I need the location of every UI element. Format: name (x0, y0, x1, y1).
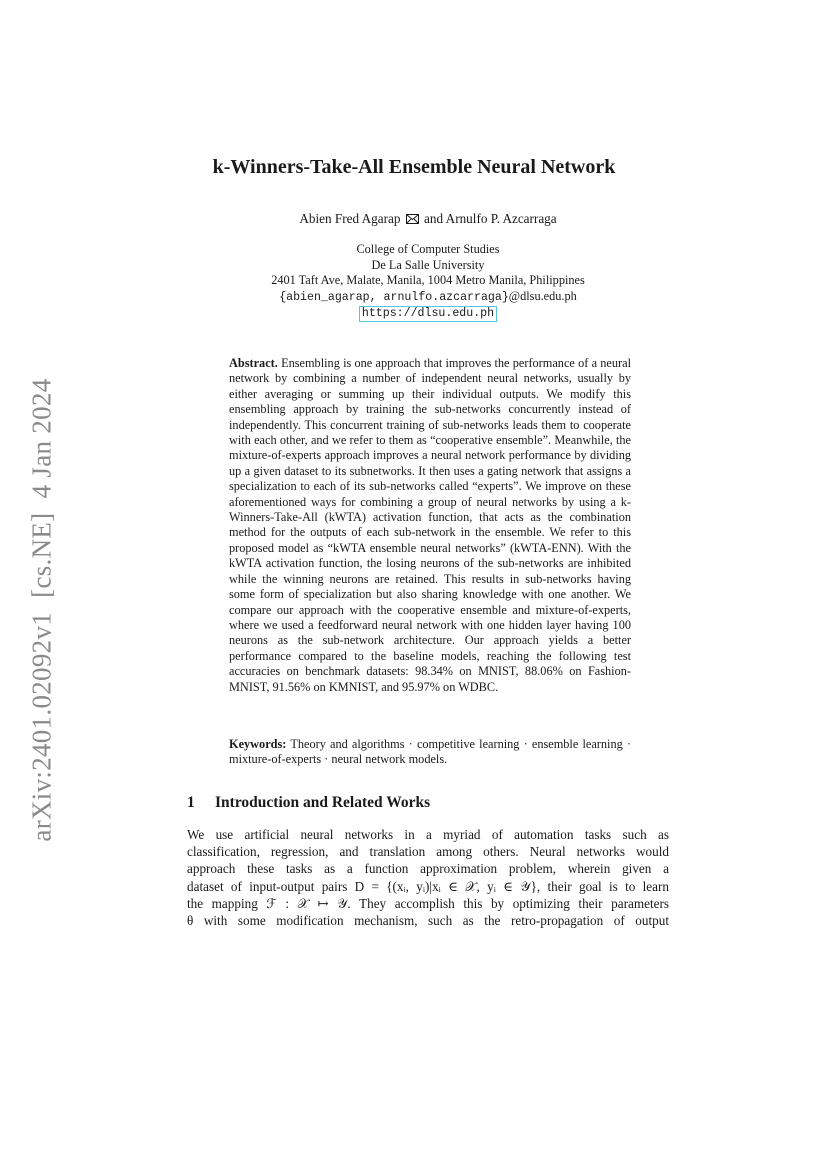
keywords-text: Theory and algorithms · competitive learning · ensemble learning · mixture-of-experts · neural network models. (229, 737, 631, 767)
arxiv-stamp (22, 380, 62, 840)
affiliation-block (0, 242, 828, 322)
email-users: {abien_agarap, arnulfo.azcarraga} (279, 290, 509, 304)
arxiv-identifier: arXiv:2401.02092v1 [cs.NE] 4 Jan 2024 (26, 378, 57, 842)
intro-line: the mapping ℱ : 𝒳 ↦ 𝒴. They accomplish this by optimizing their parameters (187, 895, 669, 911)
intro-line: We use artificial neural networks in a myriad of automation tasks such as (187, 827, 669, 842)
email-domain: @dlsu.edu.ph (508, 288, 577, 303)
envelope-icon (406, 214, 419, 224)
keywords-label: Keywords: (229, 737, 287, 751)
section-number: 1 (187, 794, 195, 811)
intro-line: approach these tasks as a function approximation problem, wherein given a (187, 861, 669, 877)
intro-line: θ with some modification mechanism, such as the retro-propagation of output (187, 913, 669, 929)
intro-line: dataset of input-output pairs D = {(xᵢ, yᵢ)|xᵢ ∈ 𝒳, yᵢ ∈ 𝒴}, their goal is to learn (187, 878, 669, 894)
affiliation-url-row (0, 305, 828, 322)
abstract (229, 356, 631, 695)
abstract-text: Ensembling is one approach that improves the performance of a neural network by combining a number of independent neural networks, usually by either averaging or summing up their individual outputs. We modify this ensembling approach by training the sub-networks concurrently instead of independently. This concurrent training of sub-networks leads them to cooperate with each other, and we refer to them as “cooperative ensemble”. Meanwhile, the mixture-of-experts approach improves a neural network performance by dividing up a given dataset to its subnetworks. It then uses a gating network that assigns a specialization to each of its sub-networks called “experts”. We improve on these aforementioned ways for combining a group of neural networks by using a k-Winners-Take-All (kWTA) activation function, that acts as the combination method for the outputs of each sub-network in the ensemble. We refer to this proposed model as “kWTA ensemble neural networks” (kWTA-ENN). With the kWTA activation function, the losing neurons of the sub-networks are inhibited while the winning neurons are retained. This results in sub-networks having some form of specialization but also sharing knowledge with one another. We compare our approach with the cooperative ensemble and mixture-of-experts, where we used a feedforward neural network with one hidden layer having 100 neurons as the sub-network architecture. Our approach yields a better performance compared to the baseline models, reaching the following test accuracies on benchmark datasets: 98.34% on MNIST, 88.06% on Fashion-MNIST, 91.56% on KMNIST, and 95.97% on WDBC. (229, 356, 632, 694)
intro-paragraph (187, 826, 669, 929)
affiliation-url-link[interactable]: https://dlsu.edu.ph (359, 306, 497, 322)
affiliation-college: College of Computer Studies (356, 242, 500, 256)
intro-line: classification, regression, and translation among others. Neural networks would (187, 844, 669, 860)
author-first: Abien Fred Agarap (299, 211, 401, 226)
author-conjunction: and (424, 211, 444, 226)
section-title: Introduction and Related Works (215, 794, 431, 811)
affiliation-address: 2401 Taft Ave, Malate, Manila, 1004 Metro Manila, Philippines (271, 273, 585, 287)
author-second: Arnulfo P. Azcarraga (445, 211, 557, 226)
keywords (229, 737, 631, 768)
paper-title: k-Winners-Take-All Ensemble Neural Network (212, 156, 616, 178)
section-heading (187, 794, 430, 812)
affiliation-emails (0, 289, 828, 306)
abstract-label: Abstract. (229, 356, 278, 370)
author-line (0, 211, 828, 227)
affiliation-university: De La Salle University (371, 257, 485, 272)
